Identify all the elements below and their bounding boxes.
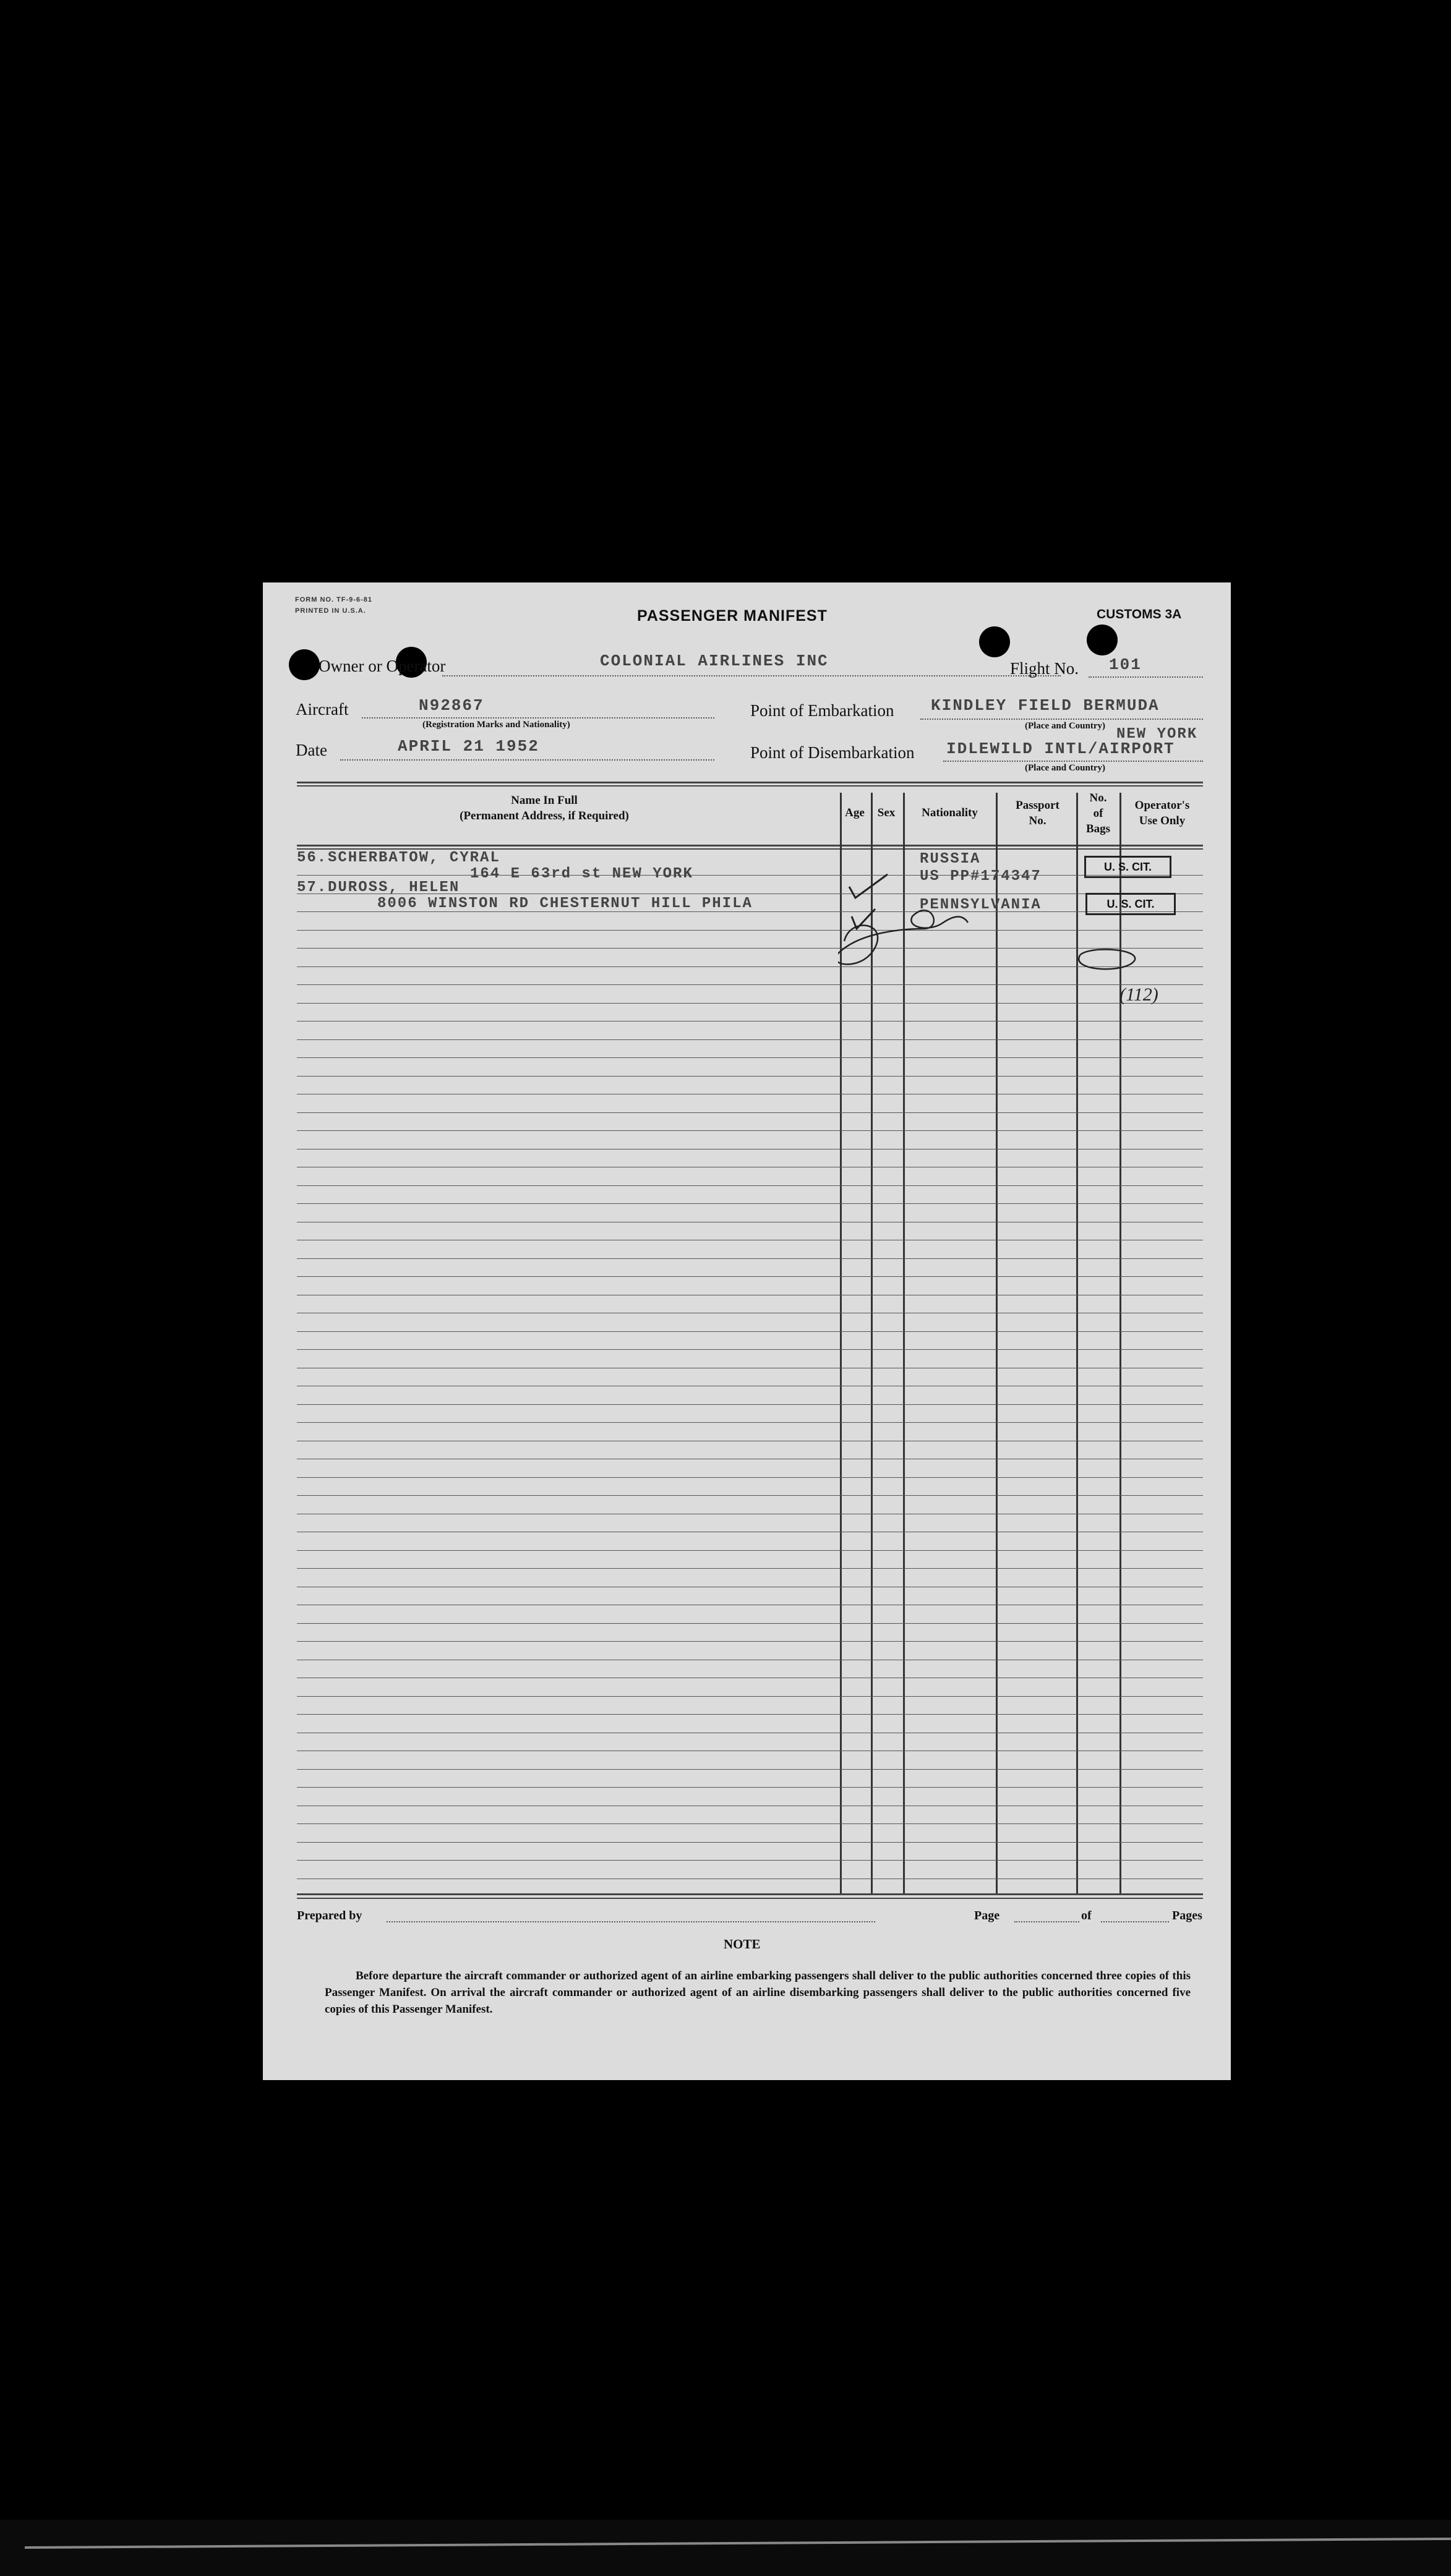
passenger-number: 56.	[297, 850, 328, 866]
col-passport-header: Passport No.	[1016, 799, 1059, 827]
ruled-line	[297, 1623, 1203, 1624]
flight-label: Flight No.	[1010, 659, 1079, 678]
ruled-line	[297, 1276, 1203, 1277]
punch-hole	[1087, 625, 1118, 655]
prepared-by-label: Prepared by	[297, 1909, 362, 1922]
ruled-line	[297, 1550, 1203, 1551]
col-age-header: Age	[845, 806, 865, 819]
ruled-line	[297, 1568, 1203, 1569]
aircraft-label: Aircraft	[296, 700, 349, 719]
disembarkation-value: IDLEWILD INTL/AIRPORT	[946, 740, 1175, 758]
col-operator-header: Operator's Use Only	[1134, 799, 1190, 827]
ruled-line	[297, 1331, 1203, 1332]
passenger-nationality: RUSSIA	[920, 851, 981, 868]
disembarkation-caption: (Place and Country)	[1025, 763, 1105, 773]
ruled-line	[297, 1787, 1203, 1788]
disembarkation-label: Point of Disembarkation	[750, 743, 915, 762]
handwriting-marks	[838, 830, 1160, 991]
ruled-line	[297, 1769, 1203, 1770]
handwritten-annotation: (112)	[1119, 984, 1158, 1005]
ruled-line	[297, 1258, 1203, 1259]
owner-value: COLONIAL AIRLINES INC	[600, 652, 829, 670]
form-number: FORM NO. TF-9-6-81	[295, 596, 372, 603]
date-value: APRIL 21 1952	[398, 737, 539, 756]
ruled-line	[297, 1039, 1203, 1040]
citizenship-stamp: U. S. CIT.	[1085, 893, 1176, 915]
citizenship-stamp: U. S. CIT.	[1084, 856, 1171, 878]
ruled-line	[297, 1404, 1203, 1405]
printed-in: PRINTED IN U.S.A.	[295, 607, 366, 615]
col-sex-header: Sex	[877, 806, 896, 819]
ruled-line	[297, 1714, 1203, 1715]
ruled-line	[297, 1057, 1203, 1058]
ruled-line	[297, 1696, 1203, 1697]
ruled-line	[297, 1076, 1203, 1077]
col-bags-header: No. of Bags	[1085, 791, 1111, 835]
embarkation-extra: NEW YORK	[1116, 726, 1198, 743]
embarkation-label: Point of Embarkation	[750, 701, 894, 720]
note-title: NOTE	[724, 1937, 761, 1951]
ruled-line	[297, 1003, 1203, 1004]
ruled-line	[297, 1130, 1203, 1131]
page-label: Page	[974, 1909, 1000, 1922]
ruled-line	[297, 1495, 1203, 1496]
col-name-header: Name In Full (Permanent Address, if Required)	[460, 794, 629, 822]
scanner-bed	[0, 2520, 1451, 2576]
ruled-line	[297, 1842, 1203, 1843]
passenger-name: SCHERBATOW, CYRAL	[328, 850, 500, 866]
ruled-line	[297, 1823, 1203, 1824]
ruled-line	[297, 1112, 1203, 1113]
date-label: Date	[296, 741, 327, 759]
punch-hole	[979, 626, 1010, 657]
passenger-address: 8006 WINSTON RD CHESTERNUT HILL PHILA	[377, 895, 753, 912]
ruled-line	[297, 1203, 1203, 1204]
ruled-line	[297, 1477, 1203, 1478]
embarkation-value: KINDLEY FIELD BERMUDA	[931, 696, 1160, 715]
passenger-address: 164 E 63rd st NEW YORK	[470, 866, 693, 882]
form-title: PASSENGER MANIFEST	[637, 607, 828, 625]
embarkation-caption: (Place and Country)	[1025, 721, 1105, 731]
ruled-line	[297, 1422, 1203, 1423]
annotation-circle	[1079, 950, 1135, 970]
of-label: of	[1081, 1909, 1092, 1922]
punch-hole	[289, 649, 320, 680]
note-text: Before departure the aircraft commander or authorized agent of an airline embarking passengers shall deliver to the public authorities concerned three copies of this Passenger Manifest. On arrival the aircraft commander or authorized agent of an airline disembarking passengers shall deliver to the public authorities concerned five copies of this Passenger Manifest.	[325, 1969, 1191, 2016]
flight-value: 101	[1109, 655, 1142, 674]
ruled-line	[297, 1349, 1203, 1350]
ruled-line	[297, 1860, 1203, 1861]
passenger-nationality: PENNSYLVANIA	[920, 897, 1042, 913]
col-nationality-header: Nationality	[922, 806, 978, 819]
passenger-passport: US PP#174347	[920, 868, 1042, 885]
passenger-number: 57.	[297, 879, 328, 896]
checkmark-icon	[849, 874, 888, 898]
aircraft-value: N92867	[419, 696, 484, 715]
pages-label: Pages	[1172, 1909, 1202, 1922]
passenger-name: DUROSS, HELEN	[328, 879, 460, 896]
signature-scribble	[838, 910, 968, 964]
customs-code: CUSTOMS 3A	[1097, 607, 1182, 621]
owner-label: Owner or Operator	[319, 657, 446, 675]
ruled-line	[297, 1641, 1203, 1642]
aircraft-caption: (Registration Marks and Nationality)	[422, 720, 570, 730]
manifest-form	[263, 582, 1231, 2080]
ruled-line	[297, 1185, 1203, 1186]
